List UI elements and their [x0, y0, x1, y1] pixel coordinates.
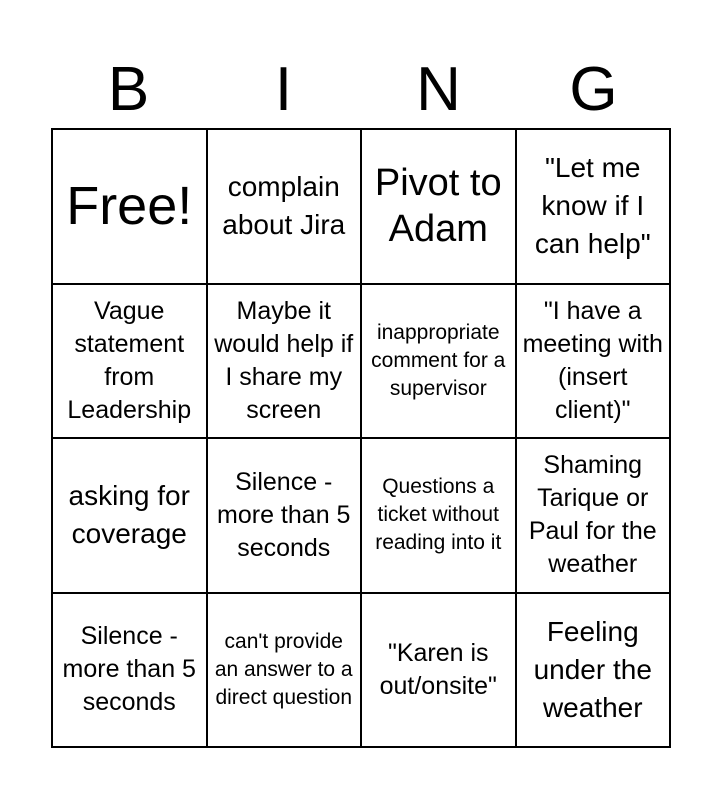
header-letter-g: G — [569, 55, 618, 124]
cell-text: Maybe it would help if I share my screen — [214, 296, 354, 424]
cell-text: inappropriate comment for a supervisor — [371, 320, 506, 400]
bingo-cell[interactable] — [361, 593, 516, 748]
cell-text: "Karen is out/onsite" — [379, 638, 497, 700]
cell-text: "I have a meeting with (insert client)" — [522, 296, 663, 424]
bingo-cell[interactable] — [516, 284, 671, 439]
cell-text: Questions a ticket without reading into it — [375, 475, 502, 555]
cell-text: Shaming Tarique or Paul for the weather — [528, 451, 657, 579]
cell-text: Vague statement from Leadership — [67, 296, 192, 424]
bingo-cell[interactable] — [516, 129, 671, 284]
bingo-header — [51, 52, 671, 128]
cell-text: Pivot to Adam — [374, 162, 502, 251]
bingo-cell[interactable] — [207, 129, 362, 284]
cell-text: Feeling under the weather — [533, 615, 652, 723]
bingo-cell[interactable] — [207, 284, 362, 439]
bingo-cell[interactable] — [207, 438, 362, 593]
bingo-cell[interactable] — [52, 438, 207, 593]
cell-text: Silence - more than 5 seconds — [62, 622, 196, 717]
bingo-cell[interactable] — [361, 129, 516, 284]
cell-text: asking for coverage — [68, 480, 190, 550]
cell-text: Silence - more than 5 seconds — [217, 467, 351, 562]
bingo-cell[interactable] — [361, 438, 516, 593]
bingo-cell[interactable] — [52, 593, 207, 748]
bingo-cell[interactable] — [516, 593, 671, 748]
header-letter-b: B — [107, 55, 150, 124]
header-letter-i: I — [274, 55, 293, 124]
bingo-cell[interactable] — [52, 284, 207, 439]
bingo-cell[interactable] — [207, 593, 362, 748]
cell-text: complain about Jira — [222, 171, 346, 241]
bingo-cell[interactable] — [516, 438, 671, 593]
bingo-cell[interactable] — [361, 284, 516, 439]
header-letter-n: N — [416, 55, 461, 124]
cell-text: can't provide an answer to a direct question — [214, 629, 353, 709]
bingo-board — [51, 128, 671, 748]
cell-text: "Let me know if I can help" — [534, 152, 651, 260]
cell-text: Free! — [66, 176, 193, 237]
bingo-cell-free[interactable] — [52, 129, 207, 284]
